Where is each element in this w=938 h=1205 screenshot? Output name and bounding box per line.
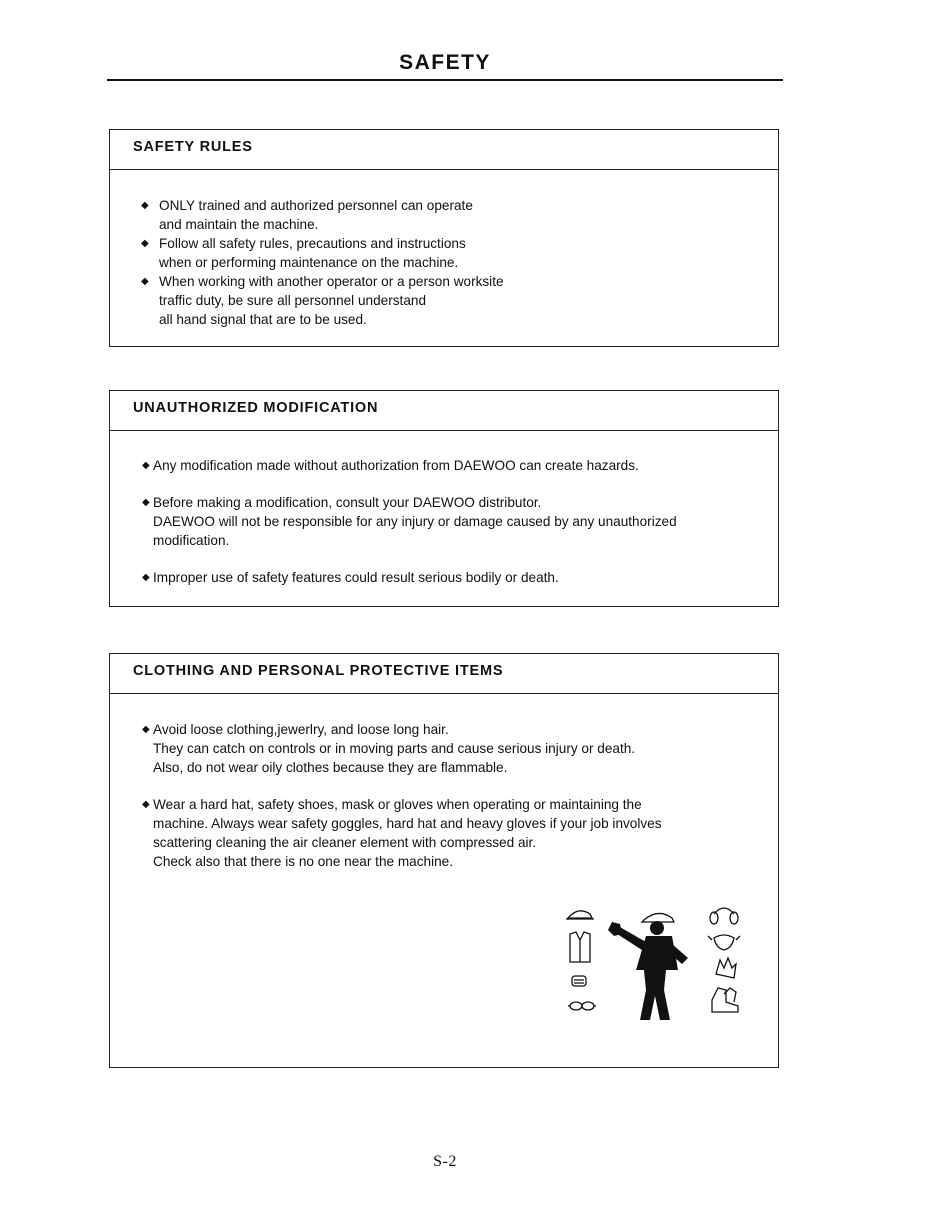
section-safety-rules [109, 129, 779, 347]
list-item: ◆ ONLY trained and authorized personnel can operate and maintain the machine. [141, 198, 473, 232]
bullet-icon: ◆ [141, 238, 149, 249]
mask-icon [572, 976, 586, 986]
gloves-icon [716, 958, 736, 978]
list-item: ◆ Wear a hard hat, safety shoes, mask or gloves when operating or maintaining the machine. Always wear safety goggles, hard hat and heavy gloves if your job involves scattering cleaning the air cleaner element with compressed air. Check also that there is no one near the machine. [142, 797, 662, 869]
bullet-icon: ◆ [142, 497, 150, 508]
bullet-icon: ◆ [141, 200, 149, 211]
bullet-icon: ◆ [142, 724, 150, 735]
section-heading: CLOTHING AND PERSONAL PROTECTIVE ITEMS [110, 654, 778, 694]
list-item: ◆ Any modification made without authorization from DAEWOO can create hazards. [142, 458, 639, 473]
goggles-icon [568, 1002, 596, 1010]
respirator-icon [708, 935, 740, 950]
worker-figure-icon [608, 913, 688, 1020]
section-clothing-protective-items [109, 653, 779, 1068]
title-rule [107, 79, 783, 81]
bullet-icon: ◆ [142, 460, 150, 471]
list-item: ◆ Avoid loose clothing,jewerlry, and loose long hair. They can catch on controls or in moving parts and cause serious injury or death. Also, do not wear oily clothes because they are flammable. [142, 722, 636, 775]
list-item: ◆ When working with another operator or a person worksite traffic duty, be sure all personnel understand all hand signal that are to be used. [141, 274, 504, 327]
ear-muffs-icon [710, 908, 738, 924]
page-number: S-2 [433, 1153, 457, 1170]
list-item: ◆ Follow all safety rules, precautions and instructions when or performing maintenance on the machine. [141, 236, 466, 270]
list-item: ◆ Improper use of safety features could result serious bodily or death. [142, 570, 559, 585]
bullet-list [142, 456, 778, 587]
bullet-list [142, 720, 778, 871]
bullet-icon: ◆ [142, 799, 150, 810]
hard-hat-icon [566, 911, 594, 919]
vest-icon [570, 932, 590, 962]
section-unauthorized-modification [109, 390, 779, 607]
safety-shoes-icon [712, 988, 738, 1012]
bullet-icon: ◆ [142, 572, 150, 583]
bullet-list [141, 196, 778, 329]
section-heading: SAFETY RULES [110, 130, 778, 170]
section-heading: UNAUTHORIZED MODIFICATION [110, 391, 778, 431]
list-item: ◆ Before making a modification, consult your DAEWOO distributor. DAEWOO will not be responsible for any injury or damage caused by any unauthorized modification. [142, 495, 677, 548]
ppe-illustration [562, 904, 762, 1034]
page-title: SAFETY [399, 51, 491, 74]
bullet-icon: ◆ [141, 276, 149, 287]
